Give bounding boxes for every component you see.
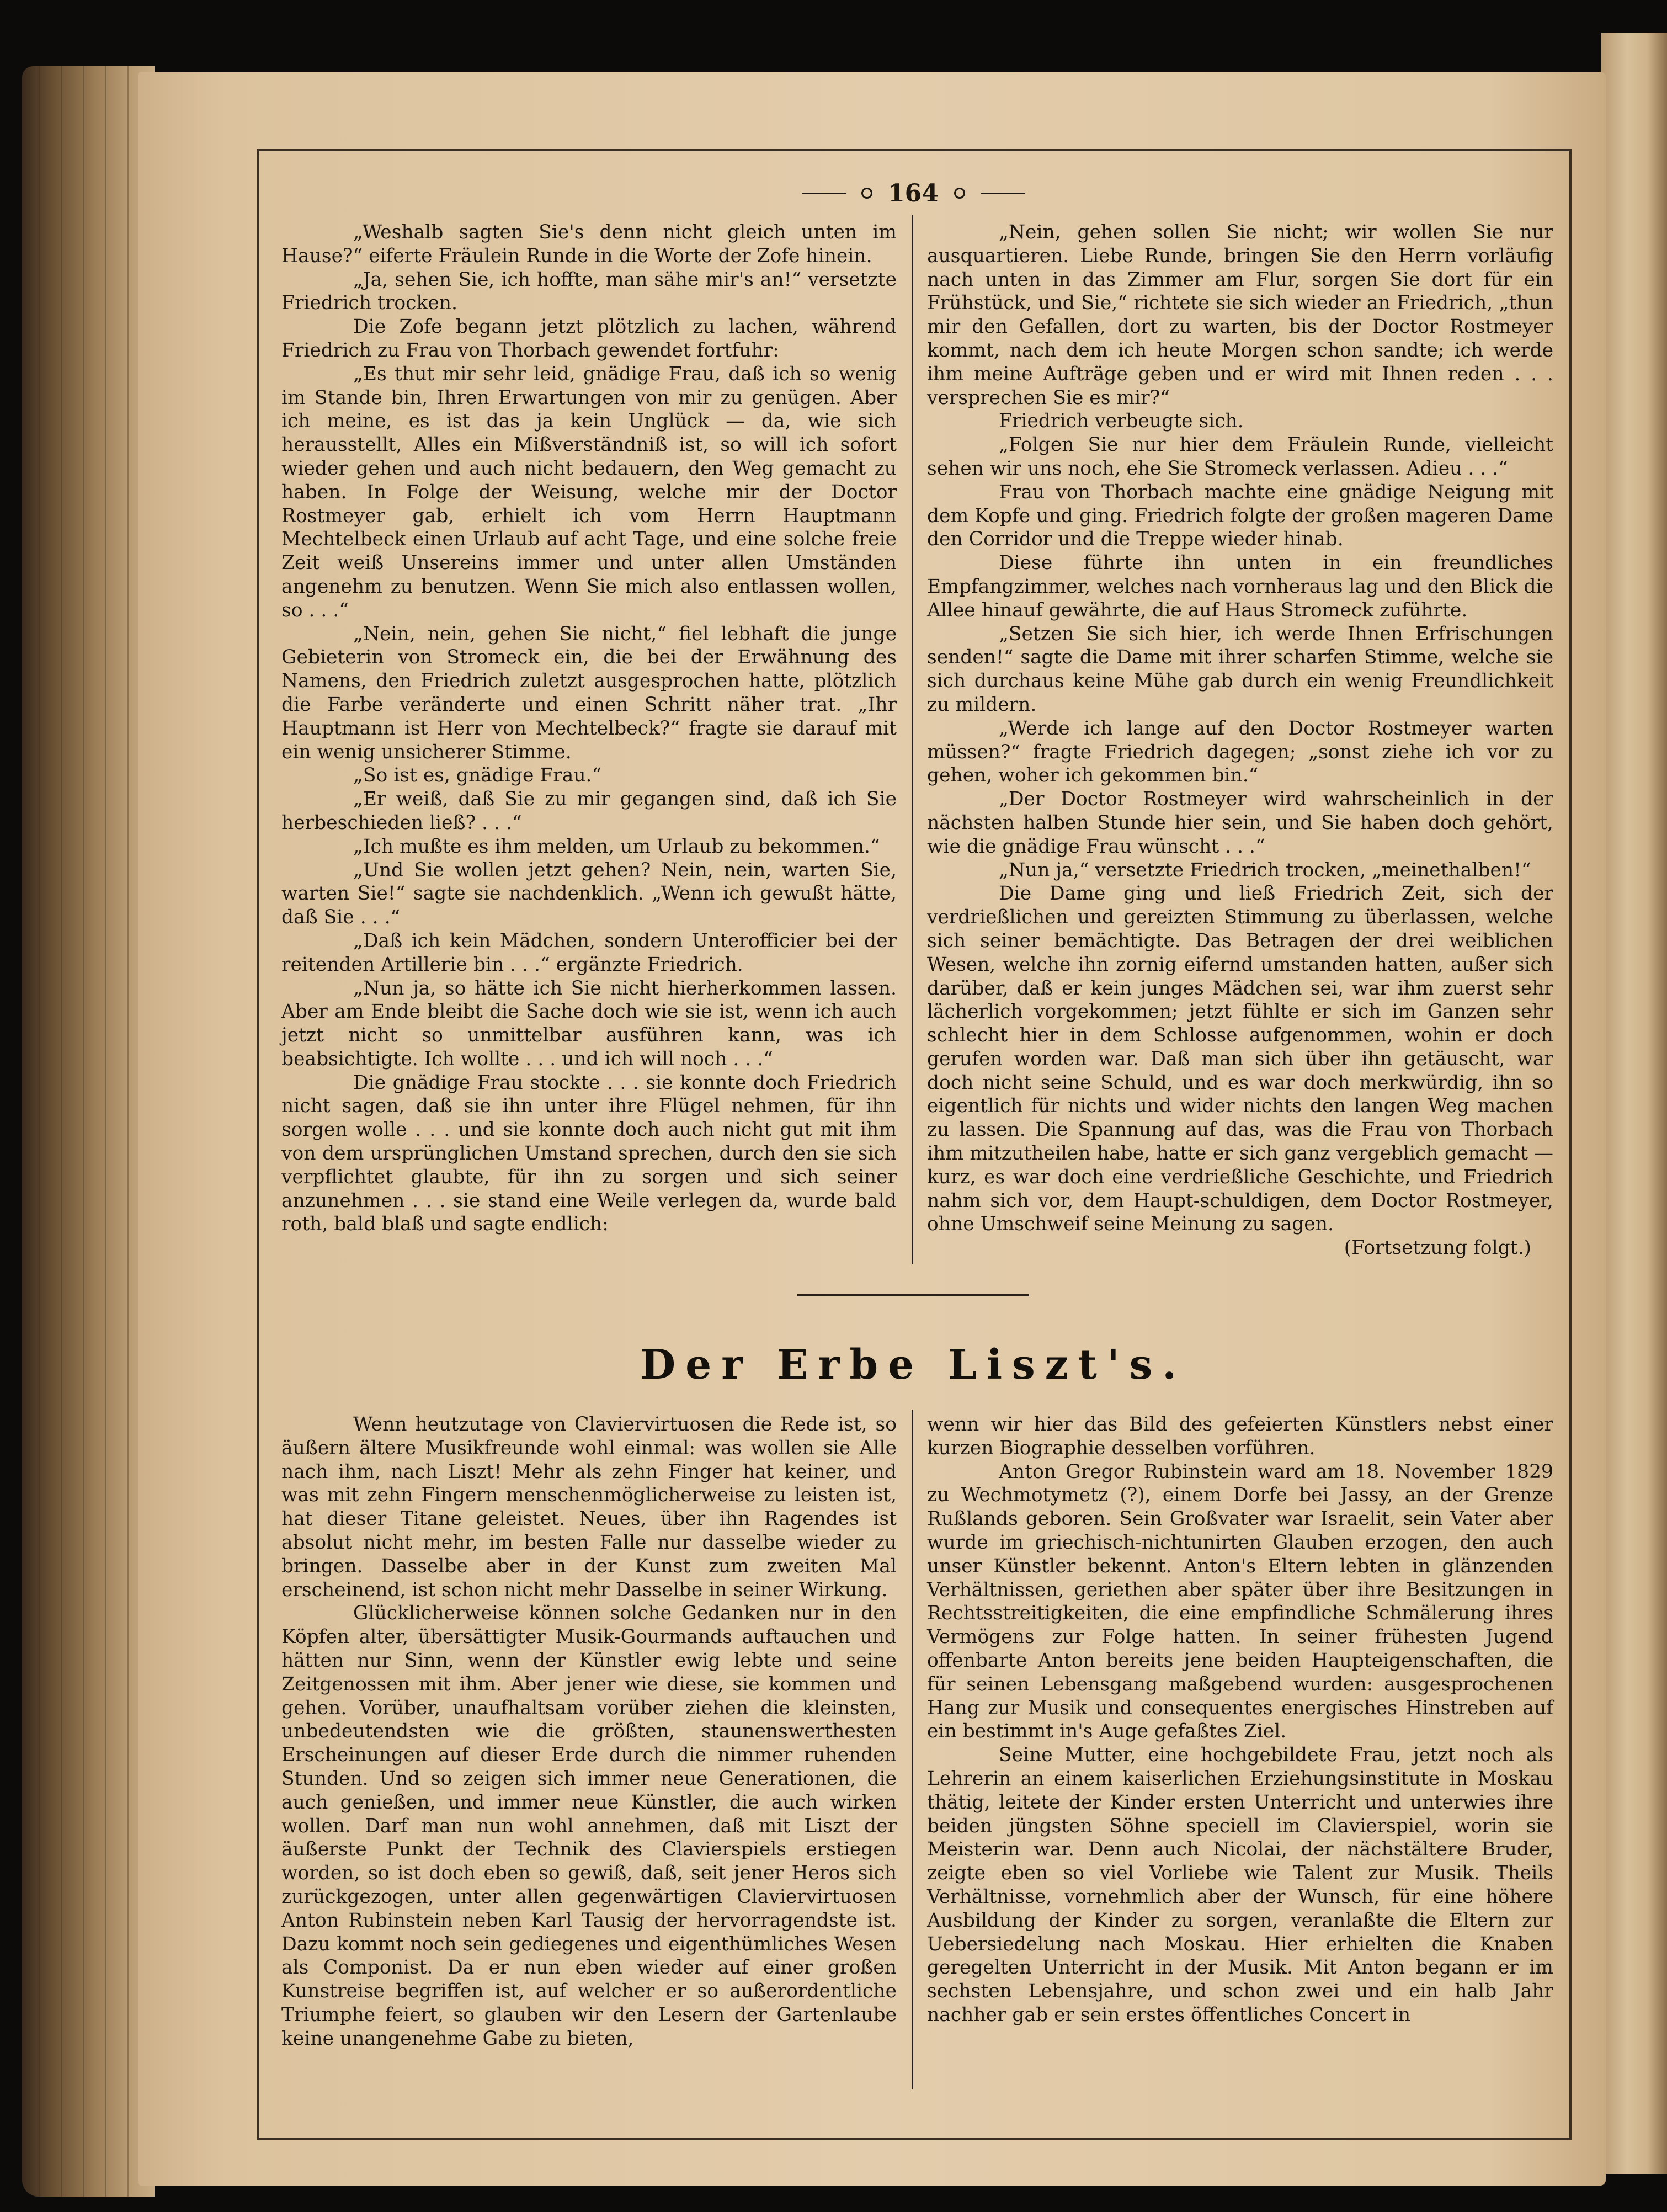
header-rule-right <box>981 193 1025 194</box>
book-page-edges-left <box>22 66 155 2197</box>
column-divider-top <box>912 215 913 1264</box>
section-divider-rule <box>797 1294 1029 1296</box>
paragraph: Wenn heutzutage von Claviervirtuosen die Rede ist, so äußern ältere Musikfreunde wohl einmal: was wollen sie Alle nach ihm, nach Liszt! Mehr als zehn Finger hat keiner, und was mit zehn Fingern menschenmöglicherweise zu leisten ist, hat dieser Titane geleistet. Neues, über ihn Ragendes ist absolut nicht mehr, im besten Falle nur dasselbe wieder zu bringen. Dasselbe aber in der Kunst zum zweiten Mal erscheinend, ist schon nicht mehr Dasselbe in seiner Wirkung. <box>281 1413 897 1601</box>
paragraph: „Der Doctor Rostmeyer wird wahrscheinlich in der nächsten halben Stunde hier sein, und Sie haben doch gehört, wie die gnädige Frau wünscht . . .“ <box>927 788 1553 858</box>
paragraph: „Weshalb sagten Sie's denn nicht gleich unten im Hause?“ eiferte Fräulein Runde in die Worte der Zofe hinein. <box>281 221 897 267</box>
column-left-bottom <box>281 1413 897 2051</box>
paragraph: „So ist es, gnädige Frau.“ <box>353 764 602 787</box>
header-rule-left <box>802 193 846 194</box>
paragraph: „Daß ich kein Mädchen, sondern Unterofficier bei der reitenden Artillerie bin . . .“ ergänzte Friedrich. <box>281 929 897 976</box>
paragraph: „Es thut mir sehr leid, gnädige Frau, daß ich so wenig im Stande bin, Ihren Erwartungen von mir zu genügen. Aber ich meine, es ist das ja kein Unglück — da, wie sich herausstellt, Alles ein Mißverständniß ist, so will ich sofort wieder gehen und auch nicht bedauern, den Weg gemacht zu haben. In Folge der Weisung, welche mir der Doctor Rostmeyer gab, erhielt ich vom Herrn Hauptmann Mechtelbeck einen Urlaub auf acht Tage, und eine solche freie Zeit weiß Unsereins immer und unter allen Umständen angenehm zu benutzen. Wenn Sie mich also entlassen wollen, so . . .“ <box>281 363 897 621</box>
paragraph: Frau von Thorbach machte eine gnädige Neigung mit dem Kopfe und ging. Friedrich folgte der großen mageren Dame den Corridor und die Treppe wieder hinab. <box>927 481 1553 551</box>
paragraph: Seine Mutter, eine hochgebildete Frau, jetzt noch als Lehrerin an einem kaiserlichen Erziehungsinstitute in Moskau thätig, leitete der Kinder ersten Unterricht und unterwies ihre beiden jüngsten Söhne speciell im Clavierspiel, worin sie Meisterin war. Denn auch Nicolai, der nächstältere Bruder, zeigte eben so viel Vorliebe wie Talent zur Musik. Theils Verhältnisse, vornehmlich aber der Wunsch, für eine höhere Ausbildung der Kinder zu sorgen, veranlaßte die Eltern zur Uebersiedelung nach Moskau. Hier erhielten die Knaben geregelten Unterricht in der Musik. Mit Anton begann er im sechsten Lebensjahre, und schon zwei und ein halb Jahr nachher gab er sein erstes öffentliches Concert in <box>927 1744 1553 2026</box>
paragraph: „Folgen Sie nur hier dem Fräulein Runde, vielleicht sehen wir uns noch, ehe Sie Stromeck verlassen. Adieu . . .“ <box>927 434 1553 480</box>
book-page-edges-right <box>1601 33 1667 2174</box>
paragraph: „Setzen Sie sich hier, ich werde Ihnen Erfrischungen senden!“ sagte die Dame mit ihrer scharfen Stimme, welche sie sich durchaus keine Mühe gab durch ein wenig Freundlichkeit zu mildern. <box>927 623 1553 716</box>
paragraph: „Ja, sehen Sie, ich hoffte, man sähe mir's an!“ versetzte Friedrich trocken. <box>281 268 897 315</box>
paragraph: Friedrich verbeugte sich. <box>999 410 1244 433</box>
continuation-note: (Fortsetzung folgt.) <box>1344 1237 1531 1259</box>
paragraph: Die gnädige Frau stockte . . . sie konnte doch Friedrich nicht sagen, daß sie ihn unter ihre Flügel nehmen, für ihn sorgen wolle . . . und sie konnte doch auch nicht gut mit ihm von dem ursprünglichen Umstand sprechen, durch den sie sich verpflichtet glaubte, für ihn zu sorgen und sich seiner anzunehmen . . . sie stand eine Weile verlegen da, wurde bald roth, bald blaß und sagte endlich: <box>281 1071 897 1236</box>
paragraph: Glücklicherweise können solche Gedanken nur in den Köpfen alter, übersättigter Musik-Gourmands auftauchen und hätten nur Sinn, wenn der Künstler ewig lebte und seine Zeitgenossen mit ihm. Aber jener wie diese, sie kommen und gehen. Vorüber, unaufhaltsam vorüber ziehen die kleinsten, unbedeutendsten wie die größten, staunenswerthesten Erscheinungen auf dieser Erde durch die nimmer ruhenden Stunden. Und so zeigen sich immer neue Generationen, die auch genießen, und immer neue Künstler, die auch wirken wollen. Darf man nun wohl annehmen, daß mit Liszt der äußerste Punkt der Technik des Clavierspiels erstiegen worden, so ist doch eben so gewiß, daß, seit jener Heros sich zurückgezogen, unter allen gegenwärtigen Claviervirtuosen Anton Rubinstein neben Karl Tausig der hervorragendste ist. Dazu kommt noch sein gediegenes und eigenthümliches Wesen als Componist. Da er nun eben wieder auf einer großen Kunstreise begriffen ist, auf welcher er so außerordentliche Triumphe feiert, so glauben wir den Lesern der Gartenlaube keine unangenehme Gabe zu bieten, <box>281 1602 897 2050</box>
paragraph: „Nun ja,“ versetzte Friedrich trocken, „meinethalben!“ <box>999 859 1531 881</box>
header-ornament-right <box>954 188 965 199</box>
header-ornament-left <box>861 188 872 199</box>
paragraph: Diese führte ihn unten in ein freundliches Empfangzimmer, welches nach vornheraus lag und den Blick die Allee hinauf gewährte, die auf Haus Stromeck zuführte. <box>927 552 1553 621</box>
page-number: 164 <box>888 179 939 208</box>
paragraph: „Ich mußte es ihm melden, um Urlaub zu bekommen.“ <box>353 835 880 858</box>
page-header <box>257 177 1570 210</box>
article-title: Der Erbe Liszt's. <box>640 1341 1187 1389</box>
paragraph: Die Dame ging und ließ Friedrich Zeit, sich der verdrießlichen und gereizten Stimmung zu überlassen, welche sich seiner bemächtigte. Das Betragen der drei weiblichen Wesen, welche ihn zornig eifernd umstanden hatten, außer sich darüber, daß er kein junges Mädchen sei, war ihm zuerst sehr lächerlich vorgekommen; jetzt fühlte er sich im Ganzen sehr schlecht hier in dem Schlosse aufgenommen, wohin er doch gerufen worden war. Daß man sich über ihn getäuscht, war doch nicht seine Schuld, und es war doch merkwürdig, ihn so eigentlich für nichts und wider nichts den langen Weg machen zu lassen. Die Spannung auf das, was die Frau von Thorbach ihm mitzutheilen habe, hatte er sich ganz vergeblich gemacht — kurz, es war doch eine verdrießliche Geschichte, und Friedrich nahm sich vor, dem Haupt-schuldigen, dem Doctor Rostmeyer, ohne Umschweif seine Meinung zu sagen. <box>927 882 1553 1236</box>
paragraph: Die Zofe begann jetzt plötzlich zu lachen, während Friedrich zu Frau von Thorbach gewendet fortfuhr: <box>281 316 897 361</box>
paragraph: „Nein, nein, gehen Sie nicht,“ fiel lebhaft die junge Gebieterin von Stromeck ein, die bei der Erwähnung des Namens, den Friedrich zuletzt ausgesprochen hatte, plötzlich die Farbe veränderte und einen Schritt näher trat. „Ihr Hauptmann ist Herr von Mechtelbeck?“ fragte sie darauf mit ein wenig unsicherer Stimme. <box>281 623 897 763</box>
column-left-top <box>281 221 897 1236</box>
column-right-top <box>927 221 1553 1260</box>
paragraph: „Werde ich lange auf den Doctor Rostmeyer warten müssen?“ fragte Friedrich dagegen; „sonst ziehe ich vor zu gehen, woher ich gekommen bin.“ <box>927 717 1553 787</box>
paragraph: „Er weiß, daß Sie zu mir gegangen sind, daß ich Sie herbeschieden ließ? . . .“ <box>281 788 897 834</box>
column-divider-bottom <box>912 1410 913 2089</box>
paragraph: „Nein, gehen sollen Sie nicht; wir wollen Sie nur ausquartieren. Liebe Runde, bringen Sie den Herrn vorläufig nach unten in das Zimmer am Flur, sorgen Sie dort für ein Frühstück, und Sie,“ richtete sie sich wieder an Friedrich, „thun mir den Gefallen, dort zu warten, bis der Doctor Rostmeyer kommt, nach dem ich heute Morgen schon sandte; ich werde ihm meine Aufträge geben und er wird mit Ihnen reden . . . versprechen Sie es mir?“ <box>927 221 1553 409</box>
paragraph: wenn wir hier das Bild des gefeierten Künstlers nebst einer kurzen Biographie desselben vorführen. <box>927 1413 1553 1459</box>
paragraph: „Nun ja, so hätte ich Sie nicht hierherkommen lassen. Aber am Ende bleibt die Sache doch wie sie ist, wenn ich auch jetzt nicht so unmittelbar ausführen kann, was ich beabsichtigte. Ich wollte . . . und ich will noch . . .“ <box>281 977 897 1070</box>
paragraph: Anton Gregor Rubinstein ward am 18. November 1829 zu Wechmotymetz (?), einem Dorfe bei Jassy, an der Grenze Rußlands geboren. Sein Großvater war Israelit, sein Vater aber wurde im griechisch-nichtunirten Glauben erzogen, den auch unser Künstler bekennt. Anton's Eltern lebten in glänzenden Verhältnissen, geriethen aber später über ihre Besitzungen in Rechtsstreitigkeiten, die eine empfindliche Schmälerung ihres Vermögens zur Folge hatten. In seiner frühesten Jugend offenbarte Anton bereits jene beiden Haupteigenschaften, die für seinen Lebensgang maßgebend wurden: ausgesprochenen Hang zur Musik und consequentes energisches Hinstreben auf ein bestimmt in's Auge gefaßtes Ziel. <box>927 1460 1553 1743</box>
paragraph: „Und Sie wollen jetzt gehen? Nein, nein, warten Sie, warten Sie!“ sagte sie nachdenklich. „Wenn ich gewußt hätte, daß Sie . . .“ <box>281 859 897 929</box>
column-right-bottom <box>927 1413 1553 2027</box>
